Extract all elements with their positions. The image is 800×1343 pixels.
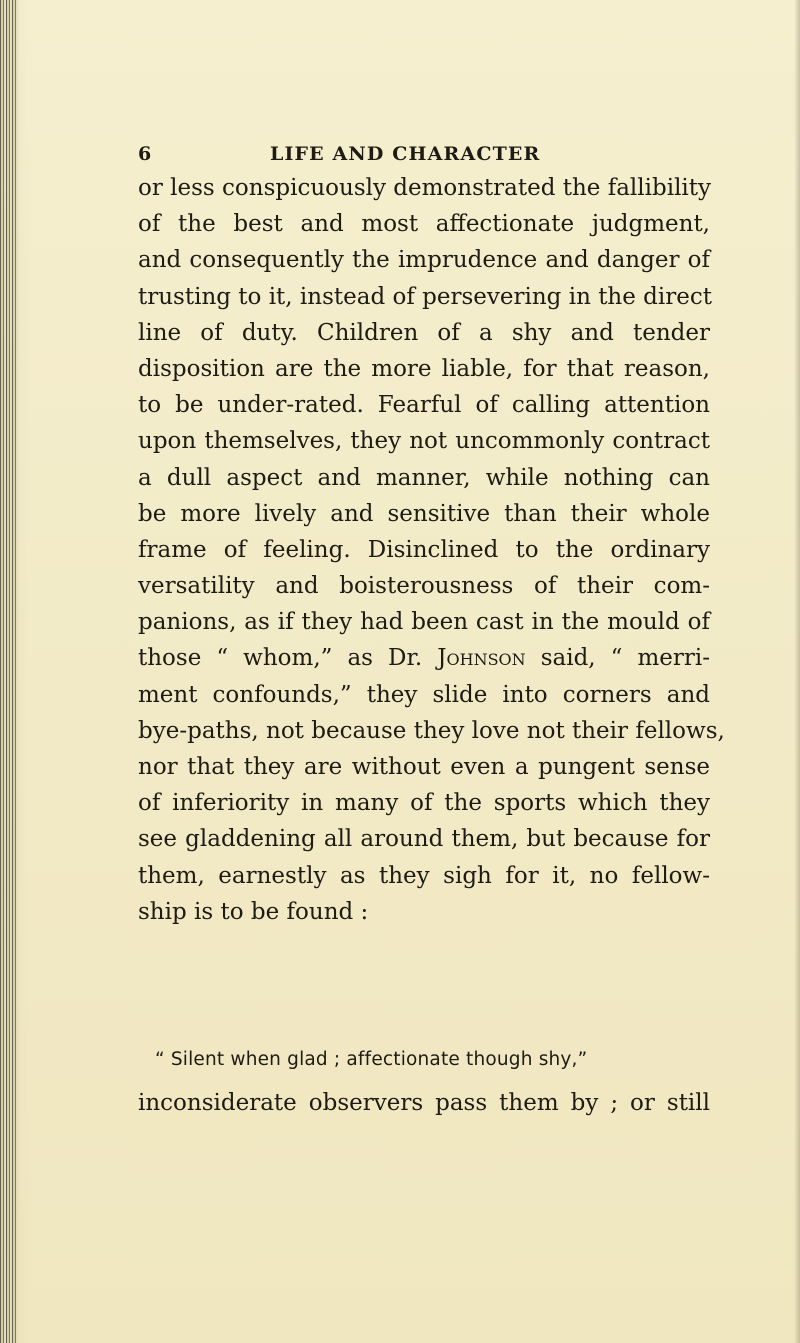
page-number: 6 bbox=[138, 143, 153, 165]
body-line: or less conspicuously demonstrated the fallibility bbox=[138, 175, 712, 201]
page-right-edge bbox=[794, 0, 800, 1343]
body-line: bye-paths, not because they love not their fellows, bbox=[138, 717, 725, 744]
author-name-smallcaps: Johnson bbox=[437, 645, 526, 672]
quotation-line: “ Silent when glad ; affectionate though shy,” bbox=[155, 1049, 588, 1070]
body-line: them, earnestly as they sigh for it, no fellow- bbox=[138, 862, 710, 889]
body-line: of the best and most affectionate judgment, bbox=[138, 211, 710, 238]
body-line: a dull aspect and manner, while nothing can bbox=[138, 464, 710, 491]
running-title: LIFE AND CHARACTER bbox=[270, 143, 541, 165]
running-header bbox=[0, 143, 800, 167]
body-line: frame of feeling. Disinclined to the ordinary bbox=[138, 536, 710, 563]
line-segment: those “ whom,” as Dr. bbox=[138, 645, 438, 672]
final-line: inconsiderate observers pass them by ; or still bbox=[138, 1090, 710, 1116]
body-text bbox=[138, 170, 725, 930]
body-line: and consequently the imprudence and danger of bbox=[138, 247, 710, 274]
body-line: versatility and boisterousness of their com- bbox=[138, 573, 710, 600]
body-line: upon themselves, they not uncommonly contract bbox=[138, 428, 710, 455]
body-line: to be under-rated. Fearful of calling attention bbox=[138, 392, 710, 419]
body-line: disposition are the more liable, for that reason, bbox=[138, 355, 710, 382]
body-line: line of duty. Children of a shy and tender bbox=[138, 319, 710, 346]
body-line: trusting to it, instead of persevering in the direct bbox=[138, 283, 712, 310]
page-binding-edge bbox=[0, 0, 18, 1343]
body-line-johnson bbox=[138, 640, 710, 676]
body-line: ship is to be found : bbox=[138, 898, 369, 925]
body-line: panions, as if they had been cast in the mould of bbox=[138, 609, 710, 636]
body-line: see gladdening all around them, but because for bbox=[138, 826, 710, 853]
body-line: nor that they are without even a pungent sense bbox=[138, 754, 710, 780]
body-line: ment confounds,” they slide into corners and bbox=[138, 681, 710, 708]
body-line: be more lively and sensitive than their whole bbox=[138, 500, 710, 527]
line-segment: said, “ merri- bbox=[525, 645, 710, 672]
body-line: of inferiority in many of the sports which they bbox=[138, 790, 710, 817]
